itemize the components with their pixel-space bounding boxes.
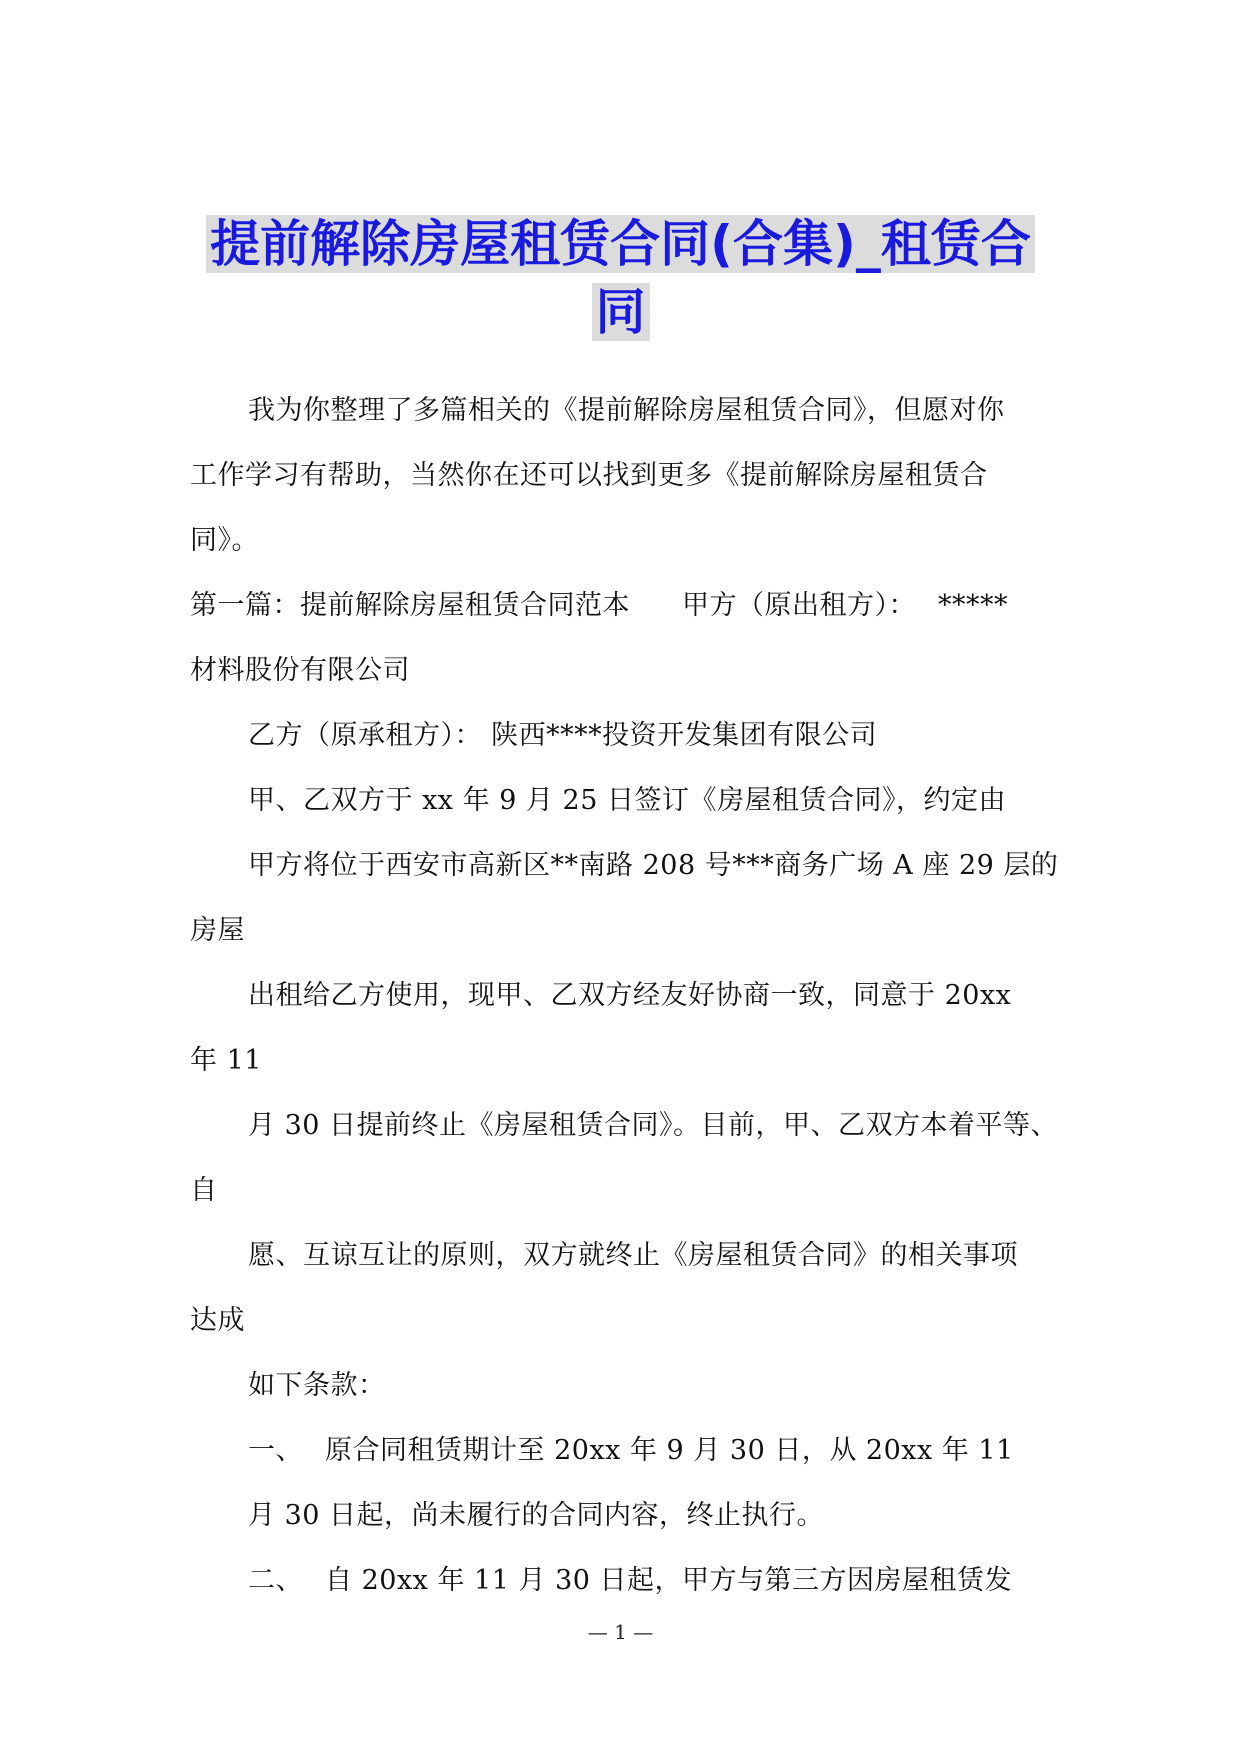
clause-text: 自 20xx 年 11 月 30 日起，甲方与第三方因房屋租赁发	[325, 1565, 1013, 1596]
document-body	[190, 378, 1070, 1613]
clause-number: 二、	[248, 1565, 303, 1596]
paragraph-line: 自	[190, 1175, 218, 1206]
paragraph-line: 月 30 日起，尚未履行的合同内容，终止执行。	[248, 1500, 825, 1531]
party-b-line: 乙方（原承租方）： 陕西****投资开发集团有限公司	[248, 720, 878, 751]
party-a-name-masked: *****	[938, 590, 1008, 621]
paragraph-line: 工作学习有帮助，当然你在还可以找到更多《提前解除房屋租赁合	[190, 460, 988, 491]
title-line-1: 提前解除房屋租赁合同(合集)_租赁合	[206, 215, 1035, 273]
paragraph-line: 年 11	[190, 1045, 262, 1076]
title-line-2: 同	[592, 283, 650, 341]
page-number: — 1 —	[587, 1620, 654, 1644]
party-a-label: 甲方（原出租方）：	[682, 590, 916, 621]
paragraph-line: 我为你整理了多篇相关的《提前解除房屋租赁合同》，但愿对你	[248, 395, 1005, 426]
clause-number: 一、	[248, 1435, 303, 1466]
paragraph-line: 材料股份有限公司	[190, 655, 410, 686]
clause-line	[190, 1418, 1070, 1483]
paragraph-line: 出租给乙方使用，现甲、乙双方经友好协商一致，同意于 20xx	[248, 980, 1012, 1011]
paragraph-line: 甲、乙双方于 xx 年 9 月 25 日签订《房屋租赁合同》，约定由	[248, 785, 1006, 816]
clause-text: 原合同租赁期计至 20xx 年 9 月 30 日，从 20xx 年 11	[325, 1435, 1014, 1466]
paragraph-line: 达成	[190, 1305, 245, 1336]
paragraph-line: 甲方将位于西安市高新区**南路 208 号***商务广场 A 座 29 层的	[248, 850, 1059, 881]
paragraph-line: 愿、互谅互让的原则，双方就终止《房屋租赁合同》的相关事项	[248, 1240, 1018, 1271]
paragraph-line: 房屋	[190, 915, 245, 946]
document-title	[150, 210, 1091, 346]
clause-line	[190, 1548, 1070, 1613]
section-heading-line	[190, 573, 1070, 638]
paragraph-line: 月 30 日提前终止《房屋租赁合同》。目前，甲、乙双方本着平等、	[248, 1110, 1059, 1141]
paragraph-line: 同》。	[190, 525, 259, 556]
paragraph-line: 如下条款：	[248, 1370, 386, 1401]
section-title: 第一篇：提前解除房屋租赁合同范本	[190, 590, 630, 621]
